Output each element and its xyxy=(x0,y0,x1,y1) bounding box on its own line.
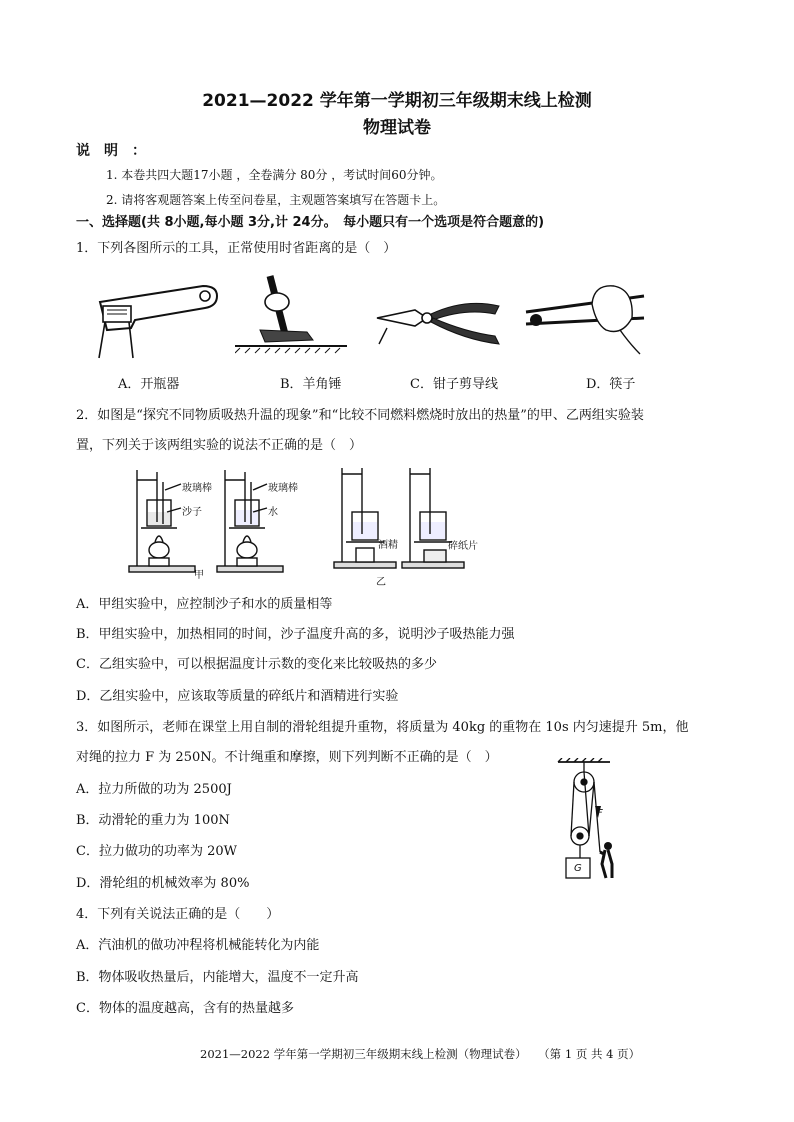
section-heading: 一、选择题(共 8小题,每小题 3分,计 24分。 每小题只有一个选项是符合题意的) xyxy=(76,215,545,230)
bottle-opener-figure xyxy=(95,280,220,360)
exam-subtitle: 物理试卷 xyxy=(363,118,431,138)
note-item-1: 1. 本卷共四大题17小题 ，全卷满分 80分 ，考试时间60分钟。 xyxy=(106,168,443,182)
label-sand: 沙子 xyxy=(182,507,202,518)
pliers-figure xyxy=(375,288,503,352)
note-item-2: 2. 请将客观题答案上传至问卷星，主观题答案填写在答题卡上。 xyxy=(106,193,446,207)
page-footer: 2021—2022 学年第一学期初三年级期末线上检测（物理试卷） （第 1 页 共 4 页） xyxy=(200,1047,641,1061)
q4-option-b: B．物体吸收热量后，内能增大，温度不一定升高 xyxy=(76,970,359,985)
q1-option-c: C．钳子剪导线 xyxy=(410,377,498,392)
label-water: 水 xyxy=(268,507,278,518)
q3-option-c: C．拉力做功的功率为 20W xyxy=(76,844,237,859)
q1-option-a: A．开瓶器 xyxy=(118,377,180,392)
label-glass-rod-1: 玻璃棒 xyxy=(182,483,212,494)
label-jia: 甲 xyxy=(194,570,204,581)
label-alcohol: 酒精 xyxy=(378,540,398,551)
q1-stem: 1．下列各图所示的工具，正常使用时省距离的是（ ） xyxy=(76,241,397,256)
q2-option-a: A．甲组实验中，应控制沙子和水的质量相等 xyxy=(76,597,333,612)
q3-option-a: A．拉力所做的功为 2500J xyxy=(76,782,232,797)
claw-hammer-figure xyxy=(235,272,350,354)
q2-stem-line2: 置，下列关于该两组实验的说法不正确的是（ ） xyxy=(76,438,363,453)
q3-stem-line1: 3．如图所示，老师在课堂上用自制的滑轮组提升重物，将质量为 40kg 的重物在 10s 内匀速提升 5m，他 xyxy=(76,720,689,735)
notes-label: 说 明 ： xyxy=(76,143,146,159)
q2-option-c: C．乙组实验中，可以根据温度计示数的变化来比较吸热的多少 xyxy=(76,657,437,672)
label-yi: 乙 xyxy=(376,577,386,588)
label-glass-rod-2: 玻璃棒 xyxy=(268,483,298,494)
q4-stem: 4．下列有关说法正确的是（ ） xyxy=(76,907,280,922)
q4-option-c: C．物体的温度越高，含有的热量越多 xyxy=(76,1001,294,1016)
q1-option-d: D．筷子 xyxy=(586,377,636,392)
q2-option-d: D．乙组实验中，应该取等质量的碎纸片和酒精进行实验 xyxy=(76,689,399,704)
exam-title: 2021—2022 学年第一学期初三年级期末线上检测 xyxy=(202,91,592,111)
q3-option-b: B．动滑轮的重力为 100N xyxy=(76,813,230,828)
q4-option-a: A．汽油机的做功冲程将机械能转化为内能 xyxy=(76,938,320,953)
q3-option-d: D．滑轮组的机械效率为 80% xyxy=(76,876,250,891)
q2-stem-line1: 2．如图是“探究不同物质吸热升温的现象”和“比较不同燃料燃烧时放出的热量”的甲、乙两组实验装 xyxy=(76,408,644,423)
q1-option-b: B．羊角锤 xyxy=(280,377,342,392)
chopsticks-figure xyxy=(522,278,647,358)
label-paper: 碎纸片 xyxy=(448,541,478,552)
label-force-f: F xyxy=(597,808,603,819)
q3-stem-line2: 对绳的拉力 F 为 250N。不计绳重和摩擦，则下列判断不正确的是（ ） xyxy=(76,750,498,765)
experiment-yi-figure xyxy=(332,462,492,572)
pulley-system-figure xyxy=(556,758,628,884)
q2-option-b: B．甲组实验中，加热相同的时间，沙子温度升高的多，说明沙子吸热能力强 xyxy=(76,627,515,642)
label-weight-g: G xyxy=(574,863,582,874)
